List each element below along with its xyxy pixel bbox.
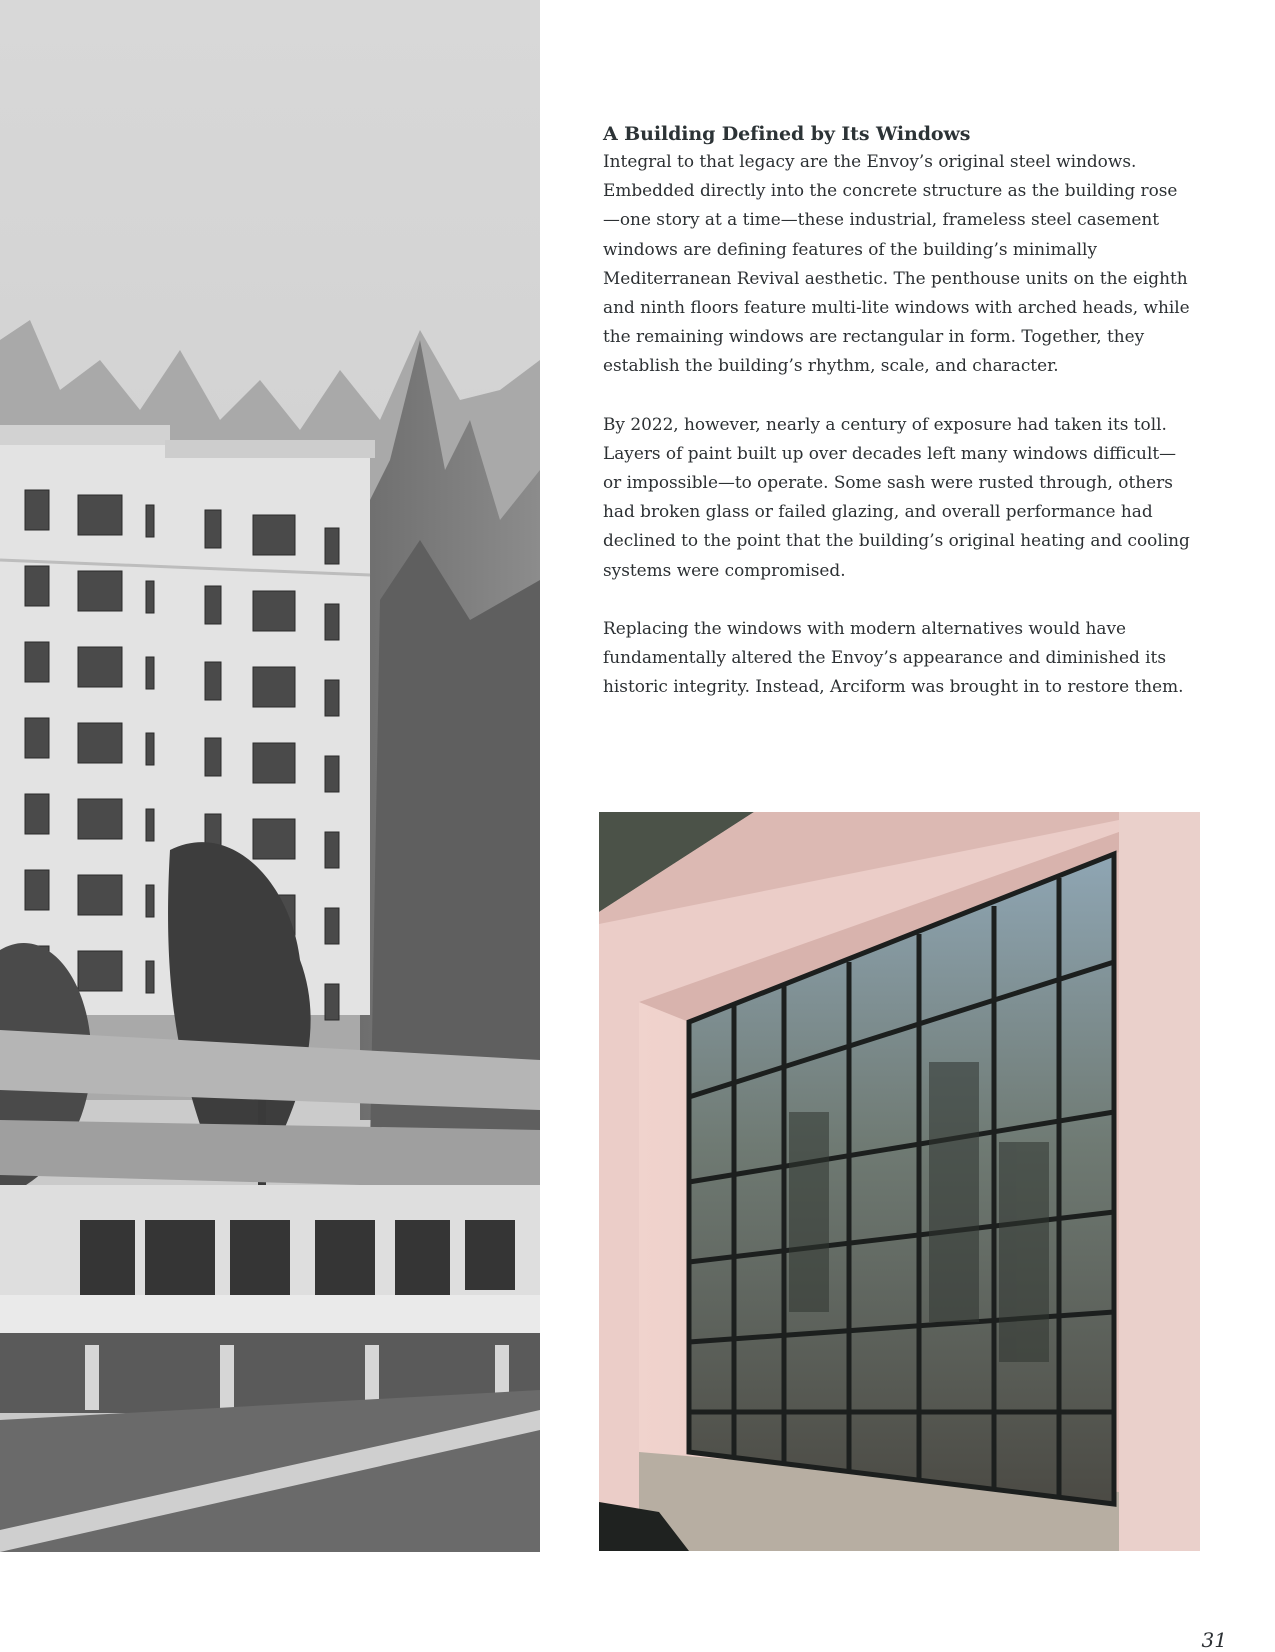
article-paragraph: Replacing the windows with modern alternatives would have fundamentally altered the Envoy’s appearance and diminished its historic integrity. Instead, Arciform was brought in to restore them. (603, 617, 1184, 697)
article-body (603, 121, 1193, 730)
article-paragraph: By 2022, however, nearly a century of exposure had taken its toll. Layers of paint built up over decades left many windows difficult—or impossible—to operate. Some sash were rusted through, others had broken glass or failed glazing, and overall performance had declined to the point that the building’s original heating and cooling systems were compromised. (603, 413, 1190, 580)
restored-steel-window-photo (599, 812, 1200, 1551)
historic-building-photo (0, 0, 540, 1552)
article-heading: A Building Defined by Its Windows (603, 123, 971, 145)
page-number: 31 (1201, 1628, 1227, 1652)
article-paragraph: Integral to that legacy are the Envoy’s original steel windows. Embedded directly into the concrete structure as the building rose—one story at a time—these industrial, frameless steel casement windows are defining features of the building’s minimally Mediterranean Revival aesthetic. The penthouse units on the eighth and ninth floors feature multi-lite windows with arched heads, while the remaining windows are rectangular in form. Together, they establish the building’s rhythm, scale, and character. (603, 151, 1190, 376)
